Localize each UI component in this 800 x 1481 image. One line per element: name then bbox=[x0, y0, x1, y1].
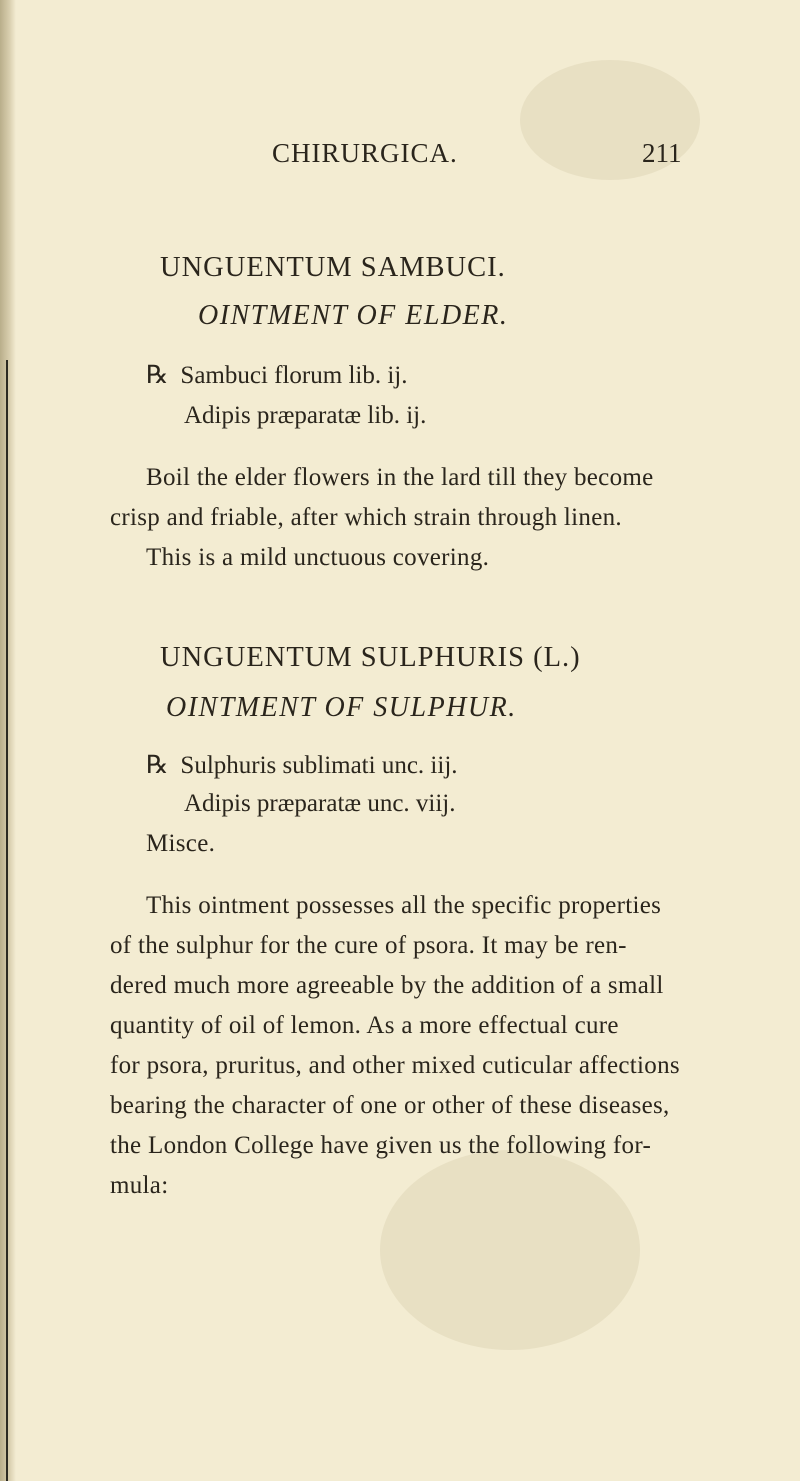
text-line: Boil the elder flowers in the lard till they become bbox=[146, 464, 654, 491]
ingredient-line bbox=[184, 790, 456, 818]
text-line: mula: bbox=[110, 1172, 169, 1199]
text-line: This is a mild unctuous covering. bbox=[146, 544, 490, 571]
paper-stain bbox=[380, 1150, 640, 1350]
text-line: crisp and friable, after which strain through linen. bbox=[110, 504, 622, 531]
english-title: OINTMENT OF ELDER. bbox=[198, 300, 509, 331]
ingredient-text: Sambuci florum lib. ij. bbox=[180, 362, 408, 389]
text-line: dered much more agreeable by the addition of a small bbox=[110, 972, 664, 999]
page-number: 211 bbox=[642, 138, 682, 168]
text-line: bearing the character of one or other of these diseases, bbox=[110, 1092, 670, 1119]
text-line: quantity of oil of lemon. As a more effectual cure bbox=[110, 1012, 619, 1039]
recipe-symbol: ℞ bbox=[146, 362, 169, 389]
ingredient-text: Adipis præparatæ unc. viij. bbox=[184, 790, 456, 817]
ingredient-text: Adipis præparatæ lib. ij. bbox=[184, 402, 427, 429]
text-line: This ointment possesses all the specific properties bbox=[146, 892, 662, 919]
direction-misce: Misce. bbox=[146, 830, 216, 857]
text-line: for psora, pruritus, and other mixed cuticular affections bbox=[110, 1052, 680, 1079]
latin-title: UNGUENTUM SULPHURIS (L.) bbox=[160, 642, 581, 673]
ingredient-line bbox=[146, 750, 458, 780]
recipe-symbol: ℞ bbox=[146, 752, 169, 779]
ingredient-text: Sulphuris sublimati unc. iij. bbox=[180, 752, 458, 779]
text-line: the London College have given us the following for- bbox=[110, 1132, 652, 1159]
text-line: of the sulphur for the cure of psora. It may be ren- bbox=[110, 932, 627, 959]
english-title: OINTMENT OF SULPHUR. bbox=[166, 692, 517, 723]
running-title: CHIRURGICA. bbox=[272, 138, 458, 168]
latin-title: UNGUENTUM SAMBUCI. bbox=[160, 252, 506, 283]
